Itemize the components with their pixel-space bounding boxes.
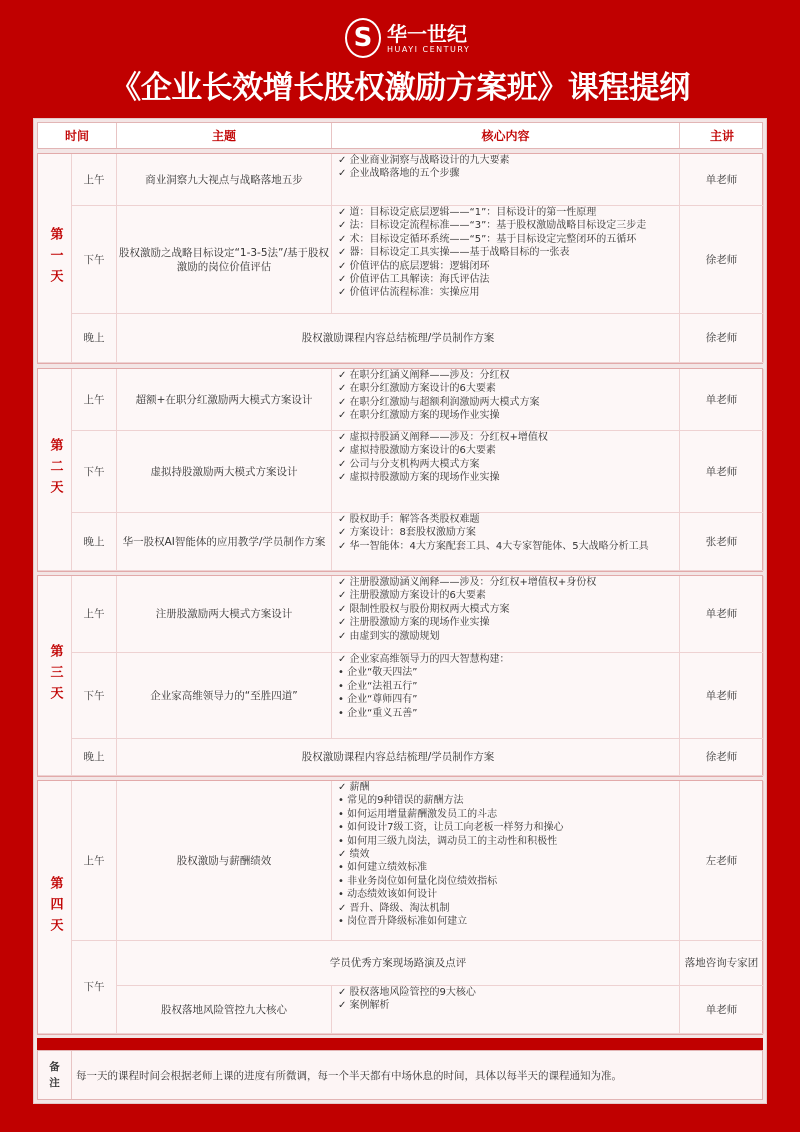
session-topic: 超额+在职分红激励两大模式方案设计: [117, 369, 332, 431]
session-period: 上午: [72, 576, 117, 653]
session-period: 下午: [72, 206, 117, 314]
content-item: ✓ 注册股激励方案的现场作业实操: [338, 617, 490, 629]
content-item: • 企业“敬天四法”: [338, 667, 418, 679]
session-topic: 股权激励课程内容总结梳理/学员制作方案: [117, 739, 680, 776]
content-item: • 如何运用增量薪酬激发员工的斗志: [338, 808, 498, 820]
session-topic: 股权激励与薪酬绩效: [117, 781, 332, 941]
content-item: ✓ 在职分红激励方案的现场作业实操: [338, 410, 500, 422]
content-item: ✓ 企业家高维领导力的四大智慧构建：: [338, 654, 510, 665]
header-content: 核心内容: [332, 123, 680, 148]
session-topic: 华一股权AI智能体的应用教学/学员制作方案: [117, 513, 332, 571]
day-block: [37, 368, 763, 572]
divider-bar: [37, 1038, 763, 1050]
day-label: 第四天: [47, 875, 63, 939]
note-text: 每一天的课程时间会根据老师上课的进度有所微调，每一个半天都有中场休息的时间，具体以每半天的课程通知为准。: [76, 1069, 622, 1082]
session-lecturer: 单老师: [680, 431, 764, 513]
logo-en: HUAYI CENTURY: [387, 44, 471, 54]
note-row: [37, 1050, 763, 1100]
session-content: [332, 986, 680, 1034]
table-header: [37, 122, 763, 149]
session-lecturer: 落地咨询专家团: [680, 941, 764, 986]
content-item: ✓ 方案设计：8套股权激励方案: [338, 527, 476, 539]
page-title: 《企业长效增长股权激励方案班》课程提纲: [110, 70, 690, 106]
content-item: ✓ 在职分红激励与超额利润激励两大模式方案: [338, 396, 540, 408]
note-label-char: 备: [49, 1061, 60, 1073]
content-item: • 如何设计7级工资，让员工向老板一样努力和操心: [338, 822, 564, 834]
content-item: ✓ 股权落地风险管控的9大核心: [338, 987, 476, 998]
session-topic: 注册股激励两大模式方案设计: [117, 576, 332, 653]
content-item: ✓ 薪酬: [338, 782, 370, 793]
session-topic: 企业家高维领导力的“至胜四道”: [117, 653, 332, 739]
content-item: ✓ 器：目标设定工具实操——基于战略目标的一张表: [338, 247, 570, 259]
content-item: ✓ 股权助手：解答各类股权难题: [338, 514, 480, 525]
day-label: 第三天: [47, 644, 63, 707]
session-period: 晚上: [72, 739, 117, 776]
session-lecturer: 张老师: [680, 513, 764, 571]
content-item: ✓ 华一智能体：4大方案配套工具、4大专家智能体、5大战略分析工具: [338, 540, 649, 552]
content-item: • 如何用三级九岗法，调动员工的主动性和积极性: [338, 835, 558, 847]
session-content: [332, 653, 680, 739]
session-period: 晚上: [72, 513, 117, 571]
content-item: ✓ 价值评估的底层逻辑：逻辑闭环: [338, 260, 490, 272]
session-content: [332, 206, 680, 314]
content-item: ✓ 企业商业洞察与战略设计的九大要素: [338, 155, 510, 166]
content-item: ✓ 企业战略落地的五个步骤: [338, 168, 460, 180]
session-period: 上午: [72, 154, 117, 206]
header-lecturer: 主讲: [709, 129, 734, 143]
session-period: 下午: [72, 653, 117, 739]
content-item: ✓ 价值评估工具解读：海氏评估法: [338, 274, 490, 286]
session-topic: 虚拟持股激励两大模式方案设计: [117, 431, 332, 513]
session-period: 上午: [72, 781, 117, 941]
content-item: ✓ 在职分红激励方案设计的6大要素: [338, 383, 496, 395]
day-block: [37, 575, 763, 777]
content-item: • 岗位晋升降级标准如何建立: [338, 916, 468, 928]
day-block: [37, 780, 763, 1035]
content-item: ✓ 法：目标设定流程标准——“3”：基于股权激励战略目标设定三步走: [338, 220, 647, 232]
note-label-char: 注: [49, 1077, 60, 1089]
header-topic: 主题: [117, 123, 332, 148]
note-label: [38, 1051, 72, 1099]
content-item: ✓ 晋升、降级、淘汰机制: [338, 902, 450, 914]
syllabus-table: [33, 118, 767, 1104]
session-lecturer: 单老师: [680, 653, 764, 739]
content-item: • 企业“重义五善”: [338, 707, 418, 719]
logo: [345, 18, 470, 58]
day-label-cell: [38, 576, 72, 776]
content-item: ✓ 公司与分支机构两大模式方案: [338, 458, 480, 470]
content-item: • 常见的9种错误的薪酬方法: [338, 795, 464, 807]
content-item: • 非业务岗位如何量化岗位绩效指标: [338, 875, 498, 887]
content-item: • 企业“尊师四有”: [338, 694, 418, 706]
note-label-text: [49, 1059, 60, 1091]
session-topic: 股权激励之战略目标设定“1-3-5法”/基于股权激励的岗位价值评估: [117, 206, 332, 314]
content-item: ✓ 限制性股权与股份期权两大模式方案: [338, 603, 510, 615]
session-lecturer: 徐老师: [680, 206, 764, 314]
session-content: [332, 431, 680, 513]
session-period: 晚上: [72, 314, 117, 363]
day-label: 第二天: [47, 438, 63, 501]
session-lecturer: 左老师: [680, 781, 764, 941]
day-label-cell: [38, 781, 72, 1034]
session-topic: 股权落地风险管控九大核心: [117, 986, 332, 1034]
content-item: • 企业“法祖五行”: [338, 680, 418, 692]
content-item: ✓ 虚拟持股激励方案的现场作业实操: [338, 472, 500, 484]
content-item: ✓ 在职分红涵义阐释——涉及：分红权: [338, 370, 510, 381]
content-item: • 动态绩效该如何设计: [338, 889, 438, 901]
session-content: [332, 369, 680, 431]
session-period: 下午: [72, 431, 117, 513]
content-item: ✓ 注册股激励涵义阐释——涉及：分红权+增值权+身份权: [338, 577, 597, 588]
session-topic: 学员优秀方案现场路演及点评: [117, 941, 680, 986]
content-item: ✓ 案例解析: [338, 1000, 390, 1012]
dragon-logo-icon: S: [345, 18, 381, 58]
session-content: [332, 154, 680, 206]
content-item: ✓ 术：目标设定循环系统——“5”：基于目标设定完整闭环的五循环: [338, 233, 637, 245]
day-block: [37, 153, 763, 364]
session-topic: 商业洞察九大视点与战略落地五步: [117, 154, 332, 206]
content-item: ✓ 由虚到实的激励规划: [338, 630, 440, 642]
content-item: ✓ 虚拟持股涵义阐释——涉及：分红权+增值权: [338, 432, 548, 443]
session-lecturer: 徐老师: [680, 314, 764, 363]
session-lecturer: 徐老师: [680, 739, 764, 776]
day-label: 第一天: [47, 226, 63, 290]
session-topic: 股权激励课程内容总结梳理/学员制作方案: [117, 314, 680, 363]
session-period: 上午: [72, 369, 117, 431]
session-content: [332, 781, 680, 941]
session-content: [332, 576, 680, 653]
header-time: 时间: [38, 123, 117, 148]
content-item: ✓ 绩效: [338, 849, 370, 861]
content-item: ✓ 道：目标设定底层逻辑——“1”：目标设计的第一性原理: [338, 207, 597, 218]
logo-cn: 华一世纪: [387, 21, 467, 46]
content-item: ✓ 价值评估流程标准：实操应用: [338, 287, 480, 299]
content-item: ✓ 注册股激励方案设计的6大要素: [338, 590, 486, 602]
session-content: [332, 513, 680, 571]
day-label-cell: [38, 154, 72, 363]
content-item: ✓ 虚拟持股激励方案设计的6大要素: [338, 445, 496, 457]
session-lecturer: 单老师: [680, 369, 764, 431]
content-item: • 如何建立绩效标准: [338, 862, 428, 874]
session-lecturer: 单老师: [680, 986, 764, 1034]
session-period: 下午: [72, 941, 117, 1034]
day-label-cell: [38, 369, 72, 571]
session-lecturer: 单老师: [680, 576, 764, 653]
session-lecturer: 单老师: [680, 154, 764, 206]
